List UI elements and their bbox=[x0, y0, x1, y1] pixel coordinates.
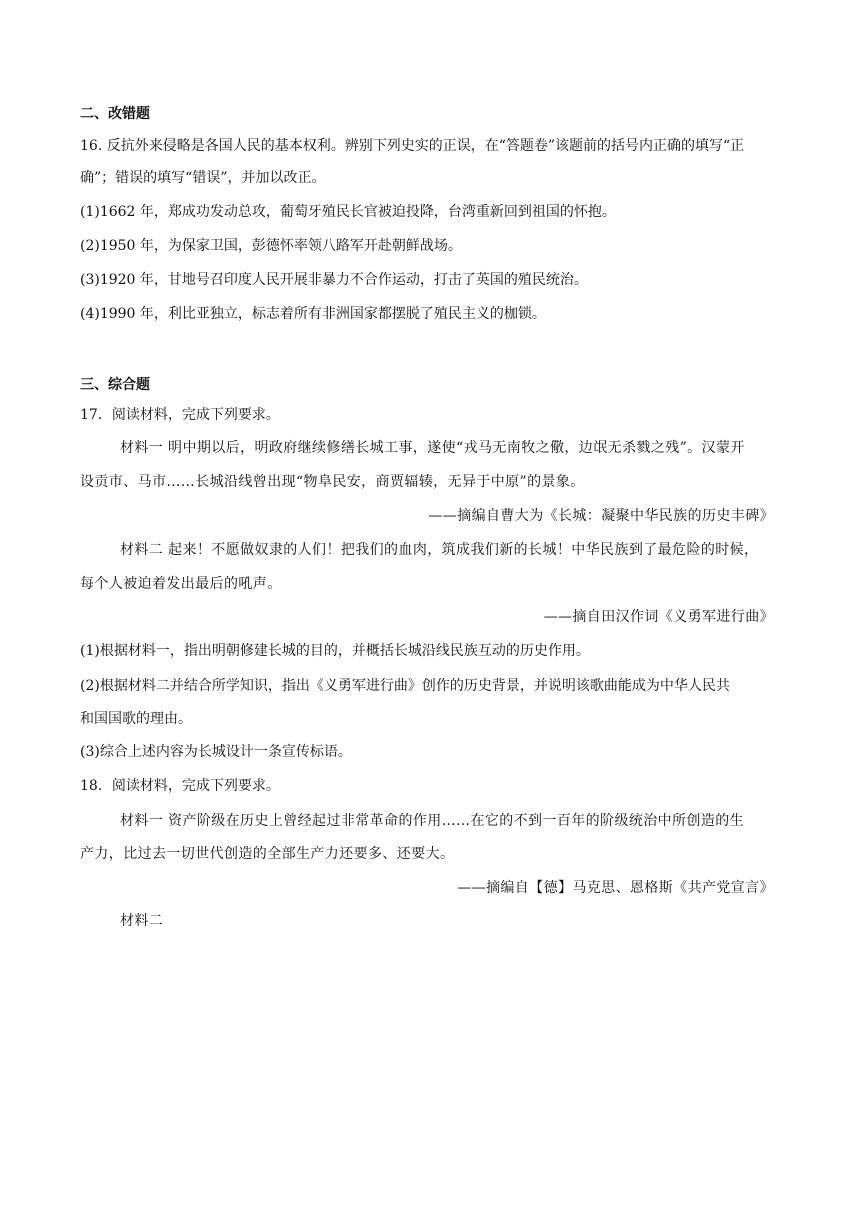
q17-material2-line1: 材料二 起来！不愿做奴隶的人们！把我们的血肉，筑成我们新的长城！中华民族到了最危险的时候， bbox=[120, 542, 759, 558]
q16-item-2: (2)1950 年，为保家卫国，彭德怀率领八路军开赴朝鲜战场。 bbox=[80, 238, 462, 254]
q16-stem-line1: 16. 反抗外来侵略是各国人民的基本权利。辨别下列史实的正误，在“答题卷”该题前的括号内正确的填写“正 bbox=[80, 138, 745, 154]
q17-requirement-2-line2: 和国国歌的理由。 bbox=[80, 711, 192, 727]
q17-requirement-3: (3)综合上述内容为长城设计一条宣传标语。 bbox=[80, 744, 352, 760]
q18-stem: 18．阅读材料，完成下列要求。 bbox=[80, 778, 280, 794]
q17-material1-source: ——摘编自曹大为《长城：凝聚中华民族的历史丰碑》 bbox=[428, 508, 774, 524]
q18-material1-line2: 产力，比过去一切世代创造的全部生产力还要多、还要大。 bbox=[80, 846, 455, 862]
q17-requirement-1: (1)根据材料一，指出明朝修建长城的目的，并概括长城沿线民族互动的历史作用。 bbox=[80, 643, 590, 659]
q16-stem-line2: 确”；错误的填写“错误”，并加以改正。 bbox=[80, 170, 326, 186]
q18-material1-source: ——摘编自【德】马克思、恩格斯《共产党宣言》 bbox=[457, 880, 774, 896]
q18-material1-line1: 材料一 资产阶级在历史上曾经起过非常革命的作用……在它的不到一百年的阶级统治中所创造的生 bbox=[120, 813, 745, 829]
q17-material1-line2: 设贡市、马市……长城沿线曾出现“物阜民安，商贾辐辏，无异于中原”的景象。 bbox=[80, 474, 585, 490]
section-heading-comprehensive: 三、综合题 bbox=[80, 377, 150, 393]
q16-item-4: (4)1990 年，利比亚独立，标志着所有非洲国家都摆脱了殖民主义的枷锁。 bbox=[80, 306, 546, 322]
q17-material2-line2: 每个人被迫着发出最后的吼声。 bbox=[80, 576, 282, 592]
q18-material2-label: 材料二 bbox=[120, 913, 164, 929]
q17-material1-line1: 材料一 明中期以后，明政府继续修缮长城工事，遂使“戎马无南牧之儆，边氓无杀戮之残”。汉蒙开 bbox=[120, 440, 745, 456]
q16-item-3: (3)1920 年，甘地号召印度人民开展非暴力不合作运动，打击了英国的殖民统治。 bbox=[80, 272, 588, 288]
q17-material2-source: ——摘自田汉作词《义勇军进行曲》 bbox=[543, 609, 774, 625]
section-heading-correction: 二、改错题 bbox=[80, 106, 150, 122]
q17-requirement-2-line1: (2)根据材料二并结合所学知识，指出《义勇军进行曲》创作的历史背景，并说明该歌曲能成为中华人民共 bbox=[80, 678, 730, 694]
q16-item-1: (1)1662 年，郑成功发动总攻，葡萄牙殖民长官被迫投降，台湾重新回到祖国的怀抱。 bbox=[80, 204, 616, 220]
q17-stem: 17．阅读材料，完成下列要求。 bbox=[80, 407, 280, 423]
